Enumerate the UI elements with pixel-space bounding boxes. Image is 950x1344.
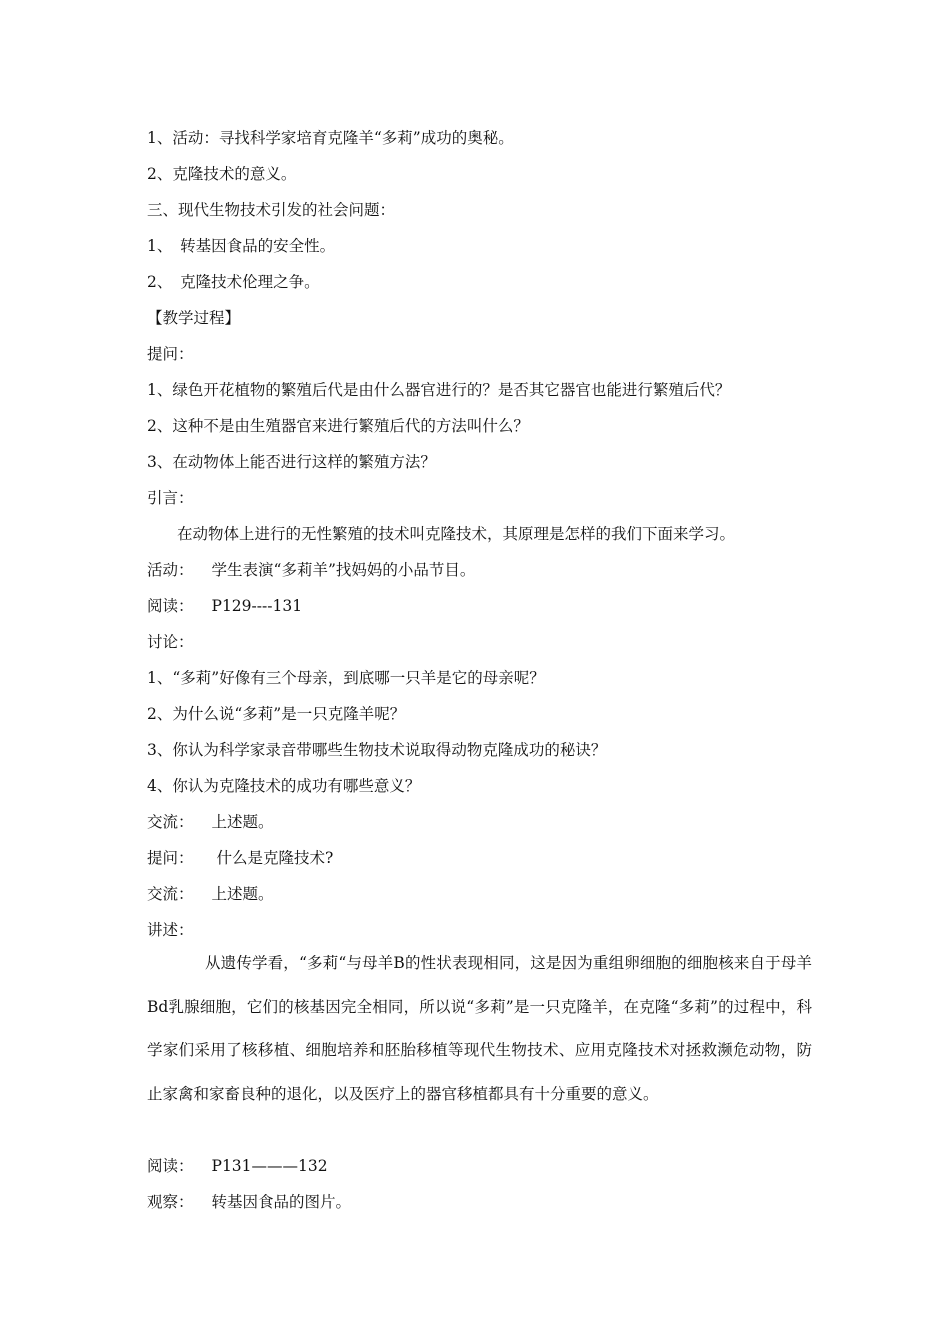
question-prompt-label: 提问：: [147, 849, 194, 867]
introduction-text: 在动物体上进行的无性繁殖的技术叫克隆技术，其原理是怎样的我们下面来学习。: [177, 525, 736, 543]
reading-label: 阅读：: [147, 597, 194, 615]
reading-pages: P129----131: [211, 597, 303, 615]
question-1: 1、绿色开花植物的繁殖后代是由什么器官进行的？是否其它器官也能进行繁殖后代？: [147, 381, 731, 399]
activity-label: 活动：: [147, 561, 194, 579]
question-3: 3、在动物体上能否进行这样的繁殖方法？: [147, 453, 436, 471]
discussion-question-4: 4、你认为克隆技术的成功有哪些意义？: [147, 777, 421, 795]
observation-text: 转基因食品的图片。: [211, 1193, 352, 1211]
narration-label: 讲述：: [147, 921, 194, 939]
discussion-label: 讨论：: [147, 633, 194, 651]
discussion-question-1: 1、“多莉”好像有三个母亲，到底哪一只羊是它的母亲呢？: [147, 669, 545, 687]
reading-pages: P131———132: [211, 1157, 328, 1175]
reading-line-1: [147, 596, 302, 616]
exchange-label: 交流：: [147, 813, 194, 831]
reading-label: 阅读：: [147, 1157, 194, 1175]
outline-item-gm-food: 1、 转基因食品的安全性。: [147, 237, 336, 255]
question-2: 2、这种不是由生殖器官来进行繁殖后代的方法叫什么？: [147, 417, 529, 435]
section-heading-social-issues: 三、现代生物技术引发的社会问题：: [147, 201, 396, 219]
exchange-line-2: [147, 884, 274, 904]
outline-item-activity: 1、活动：寻找科学家培育克隆羊“多莉”成功的奥秘。: [147, 129, 514, 147]
outline-item-cloning-ethics: 2、 克隆技术伦理之争。: [147, 273, 320, 291]
observation-label: 观察：: [147, 1193, 194, 1211]
discussion-question-3: 3、你认为科学家录音带哪些生物技术说取得动物克隆成功的秘诀？: [147, 741, 607, 759]
teaching-process-heading: 【教学过程】: [147, 309, 241, 327]
question-prompt-text: 什么是克隆技术?: [211, 849, 334, 867]
activity-line: [147, 560, 475, 580]
question-label: 提问：: [147, 345, 194, 363]
observation-line: [147, 1192, 351, 1212]
question-line: [147, 848, 333, 868]
narration-paragraph: 从遗传学看，“多莉“与母羊B的性状表现相同，这是因为重组卵细胞的细胞核来自于母羊Bd乳腺细胞，它们的核基因完全相同，所以说“多莉”是一只克隆羊，在克隆“多莉”的过程中，科学家们采用了核移植、细胞培养和胚胎移植等现代生物技术、应用克隆技术对拯救濒危动物，防止家禽和家畜良种的退化，以及医疗上的器官移植都具有十分重要的意义。: [147, 954, 812, 1104]
activity-text: 学生表演“多莉羊”找妈妈的小品节目。: [211, 561, 476, 579]
exchange-text: 上述题。: [211, 813, 274, 831]
introduction-label: 引言：: [147, 489, 194, 507]
exchange-text: 上述题。: [211, 885, 274, 903]
outline-item-significance: 2、克隆技术的意义。: [147, 165, 297, 183]
reading-line-2: [147, 1156, 328, 1176]
exchange-label: 交流：: [147, 885, 194, 903]
exchange-line-1: [147, 812, 274, 832]
discussion-question-2: 2、为什么说“多莉”是一只克隆羊呢？: [147, 705, 406, 723]
